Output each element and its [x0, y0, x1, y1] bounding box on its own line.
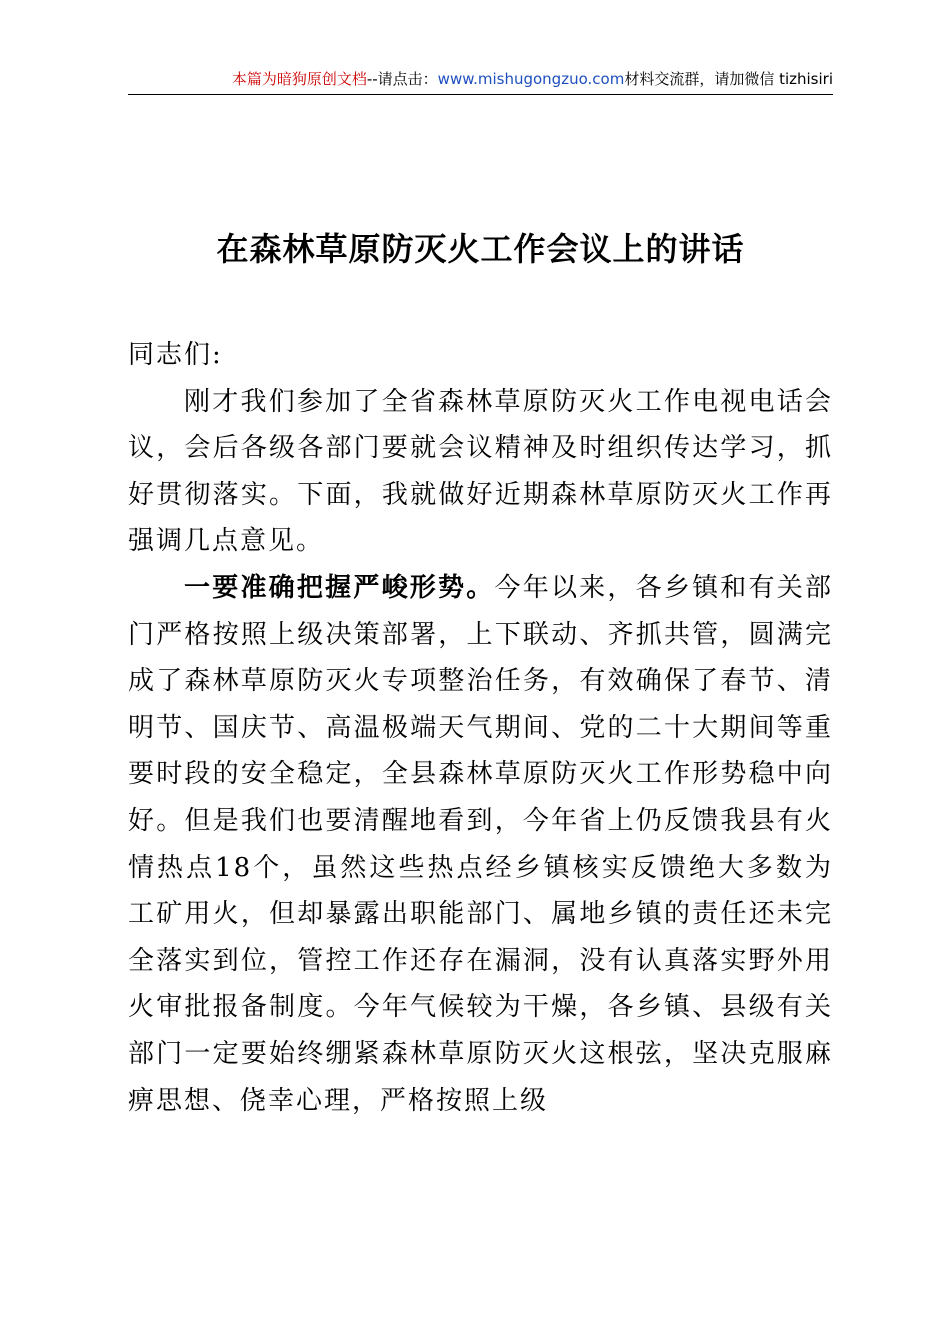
section-1-text: 今年以来，各乡镇和有关部门严格按照上级决策部署，上下联动、齐抓共管，圆满完成了森林草原防灭火专项整治任务，有效确保了春节、清明节、国庆节、高温极端天气期间、党的二十大期间等重要时段的安全稳定，全县森林草原防灭火工作形势稳中向好。但是我们也要清醒地看到，今年省上仍反馈我县有火情热点18个，虽然这些热点经乡镇核实反馈绝大多数为工矿用火，但却暴露出职能部门、属地乡镇的责任还未完全落实到位，管控工作还存在漏洞，没有认真落实野外用火审批报备制度。今年气候较为干燥，各乡镇、县级有关部门一定要始终绷紧森林草原防灭火这根弦，坚决克服麻痹思想、侥幸心理，严格按照上级 [128, 572, 833, 1116]
document-title: 在森林草原防灭火工作会议上的讲话 [216, 230, 745, 268]
header-notice: 本篇为暗狗原创文档 [231, 70, 367, 88]
header-click-prompt: --请点击： [366, 70, 438, 88]
document-body [128, 332, 833, 1124]
header-website-link[interactable]: www.mishugongzuo.com [437, 70, 625, 88]
paragraph-intro: 刚才我们参加了全省森林草原防灭火工作电视电话会议，会后各级各部门要就会议精神及时组织传达学习，抓好贯彻落实。下面，我就做好近期森林草原防灭火工作再强调几点意见。 [128, 386, 833, 557]
header-wechat-info: 材料交流群，请加微信 tizhisiri [624, 70, 833, 88]
section-1-heading: 一要准确把握严峻形势。 [184, 572, 495, 603]
paragraph-section-1 [128, 565, 833, 1124]
page-header [128, 66, 833, 95]
salutation: 同志们: [128, 340, 223, 370]
